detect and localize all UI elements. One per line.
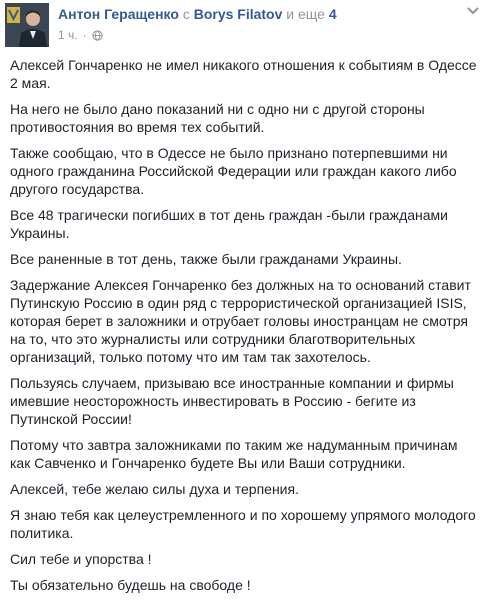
paragraph: На него не было дано показаний ни с одно ни с другой стороны противостояния во время тех событий. xyxy=(10,101,425,135)
chevron-down-icon[interactable] xyxy=(466,6,480,16)
paragraph: Алексей Гончаренко не имел никакого отношения к событиям в Одессе 2 мая. xyxy=(10,57,477,91)
with-prefix: с xyxy=(182,6,190,22)
paragraph: Также сообщаю, что в Одессе не было признано потерпевшими ни одного гражданина Российской Федерации или граждан какого либо другого государства. xyxy=(10,145,457,197)
author-avatar[interactable] xyxy=(5,3,49,47)
paragraph: Пользуясь случаем, призываю все иностранные компании и фирмы имевшие неосторожность инвестировать в Россию - бегите из Путинской России! xyxy=(10,375,454,427)
paragraph: Я знаю тебя как целеустремленного и по хорошему упрямого молодого политика. xyxy=(10,507,476,541)
paragraph: Сил тебе и упорства ! xyxy=(10,551,152,567)
and-more-prefix: и еще xyxy=(286,6,325,22)
post-meta xyxy=(58,28,103,42)
paragraph: Все 48 трагически погибших в тот день граждан -были гражданами Украины. xyxy=(10,207,448,241)
paragraph: Ты обязательно будешь на свободе ! xyxy=(10,577,251,593)
paragraph: Потому что завтра заложниками по таким же надуманным причинам как Савченко и Гончаренко будете Вы или Ваши сотрудники. xyxy=(10,437,458,471)
post-header xyxy=(0,0,490,50)
post-time[interactable]: 1 ч. xyxy=(58,28,78,42)
paragraph: Алексей, тебе желаю силы духа и терпения. xyxy=(10,481,299,497)
meta-separator: · xyxy=(82,28,87,42)
paragraph: Задержание Алексея Гончаренко без должных на то оснований ставит Путинскую Россию в один ряд с террористической организацией ISIS, которая берет в заложники и отрубает головы иностранцам не смотря на то, что это журналисты или сотрудники благотворительных организаций, только потому что им там так захотелось. xyxy=(10,277,471,365)
tagged-user[interactable]: Borys Filatov xyxy=(193,6,283,22)
globe-icon[interactable] xyxy=(92,30,103,41)
avatar-image xyxy=(5,3,49,47)
post-body xyxy=(0,50,490,594)
author-name[interactable]: Антон Геращенко xyxy=(58,6,179,22)
author-line xyxy=(58,6,337,22)
paragraph: Все раненные в тот день, также были гражданами Украины. xyxy=(10,251,402,267)
and-more-count[interactable]: 4 xyxy=(328,6,337,22)
